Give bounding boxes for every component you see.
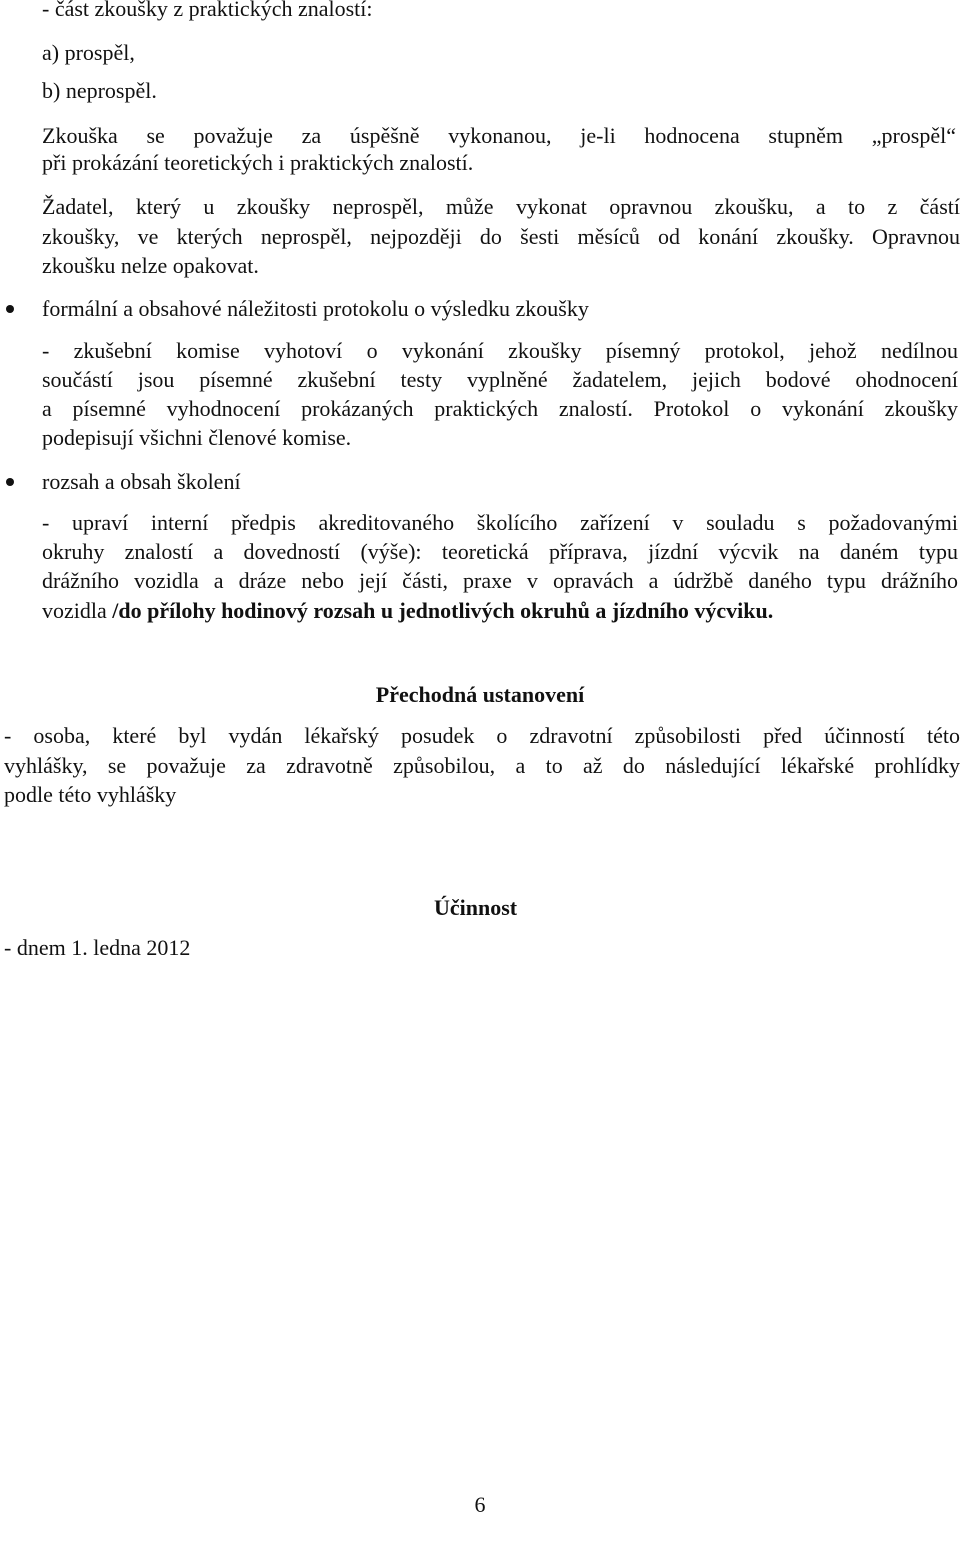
bullet-icon [6, 478, 14, 486]
training-bullet-title: rozsah a obsah školení [42, 469, 241, 494]
bullet-icon [6, 305, 14, 313]
page-number: 6 [474, 1492, 486, 1517]
training-line: okruhy znalostí a dovedností (výše): teoretická příprava, jízdní výcvik na daném typu [42, 539, 958, 564]
transitional-line: podle této vyhlášky [4, 782, 177, 807]
option-a: a) prospěl, [42, 40, 135, 65]
transitional-heading: Přechodná ustanovení [375, 682, 585, 707]
protocol-line: - zkušební komise vyhotoví o vykonání zkoušky písemný protokol, jehož nedílnou [42, 338, 958, 363]
training-line: drážního vozidla a dráze nebo její části, praxe v opravách a údržbě daného typu drážního [42, 568, 958, 593]
retake-paragraph-line: zkoušku nelze opakovat. [42, 253, 259, 278]
training-line-bold: /do přílohy hodinový rozsah u jednotlivých okruhů a jízdního výcviku. [112, 598, 774, 623]
training-line: - upraví interní předpis akreditovaného školícího zařízení v souladu s požadovanými [42, 510, 958, 535]
option-b: b) neprospěl. [42, 78, 157, 103]
success-paragraph-line: Zkouška se považuje za úspěšně vykonanou, je-li hodnocena stupněm „prospěl“ [42, 123, 956, 148]
training-line-normal: vozidla [42, 598, 113, 623]
practical-part-title: - část zkoušky z praktických znalostí: [42, 0, 373, 21]
effectiveness-heading: Účinnost [434, 895, 518, 920]
protocol-line: a písemné vyhodnocení prokázaných praktických znalostí. Protokol o vykonání zkoušky [42, 396, 958, 421]
success-paragraph-line: při prokázání teoretických i praktických znalostí. [42, 150, 474, 175]
transitional-line: - osoba, které byl vydán lékařský posudek o zdravotní způsobilosti před účinností této [4, 723, 960, 748]
retake-paragraph-line: zkoušky, ve kterých neprospěl, nejpozději do šesti měsíců od konání zkoušky. Opravnou [42, 224, 960, 249]
retake-paragraph-line: Žadatel, který u zkoušky neprospěl, může vykonat opravnou zkoušku, a to z částí [42, 194, 960, 219]
protocol-bullet-title: formální a obsahové náležitosti protokolu o výsledku zkoušky [42, 296, 589, 321]
protocol-line: podepisují všichni členové komise. [42, 425, 352, 450]
training-line-last [42, 596, 773, 625]
transitional-line: vyhlášky, se považuje za zdravotně způsobilou, a to až do následující lékařské prohlídky [4, 753, 960, 778]
effectiveness-text: - dnem 1. ledna 2012 [4, 935, 191, 960]
protocol-line: součástí jsou písemné zkušební testy vyplněné žadatelem, jejich bodové ohodnocení [42, 367, 958, 392]
